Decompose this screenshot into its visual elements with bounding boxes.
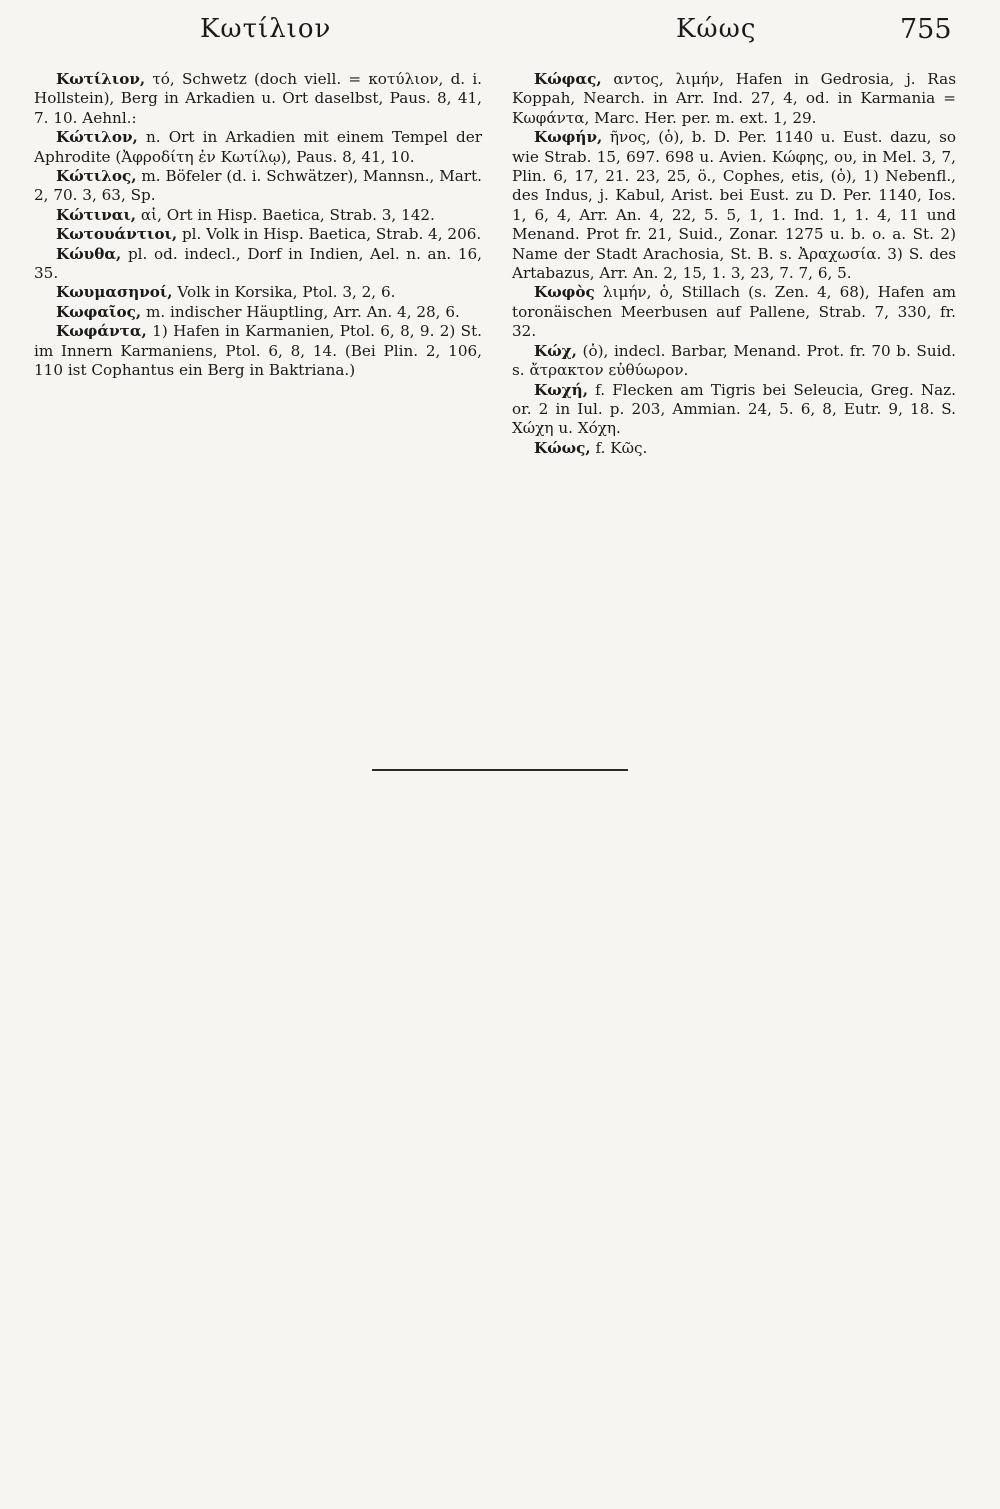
page-number: 755 xyxy=(900,14,952,45)
dictionary-entry xyxy=(512,381,956,439)
dictionary-entry xyxy=(34,283,482,302)
dictionary-entry xyxy=(512,342,956,381)
entry-lemma: Κώτιναι, xyxy=(56,205,137,224)
entry-lemma: Κώτιλος, xyxy=(56,167,137,186)
dictionary-entry xyxy=(34,167,482,206)
dictionary-entry xyxy=(34,245,482,284)
dictionary-entry xyxy=(34,322,482,380)
entry-text: pl. Volk in Hisp. Baetica, Strab. 4, 206. xyxy=(181,225,482,244)
dictionary-entry xyxy=(34,303,482,322)
entry-text: m. indischer Häuptling, Arr. An. 4, 28, 6. xyxy=(145,302,460,321)
dictionary-entry xyxy=(34,70,482,128)
entry-text: (ὁ), indecl. Barbar, Menand. Prot. fr. 70 b. Suid. s. ἄτρακτον εὐθύωρον. xyxy=(512,341,957,380)
entry-lemma: Κωφὸς xyxy=(534,283,595,302)
entry-lemma: Κώχ, xyxy=(534,341,577,360)
entry-lemma: Κώυθα, xyxy=(56,244,122,263)
entry-text: αἱ, Ort in Hisp. Baetica, Strab. 3, 142. xyxy=(140,205,435,224)
dictionary-entry xyxy=(34,206,482,225)
entry-text: ῆνος, (ὁ), b. D. Per. 1140 u. Eust. dazu, so wie Strab. 15, 697. 698 u. Avien. Κώφης, ου, in Mel. 3, 7, Plin. 6, 17, 21. 23, 25, ö., Cophes, etis, (ὁ), 1) Nebenfl., des Indus, j. Kabul, Arist. bei Eust. zu D. Per. 1140, Ios. 1, 6, 4, Arr. An. 4, 22, 5. 5, 1, 1. Ind. 1, 1. 4, 11 und Menand. Prot fr. 21, Suid., Zonar. 1275 u. b. o. a. St. 2) Name der Stadt Arachosia, St. B. s. Ἀραχωσία. 3) S. des Artabazus, Arr. An. 2, 15, 1. 3, 23, 7. 7, 6, 5. xyxy=(512,128,957,283)
dictionary-entry xyxy=(512,70,956,128)
entry-lemma: Κωυμασηνοί, xyxy=(56,283,173,302)
section-end-rule xyxy=(372,769,628,771)
entry-text: λιμήν, ὁ, Stillach (s. Zen. 4, 68), Hafen am toronäischen Meerbusen auf Pallene, Strab. 7, 330, fr. 32. xyxy=(512,283,956,341)
entry-text: m. Böfeler (d. i. Schwätzer), Mannsn., Mart. 2, 70. 3, 63, Sp. xyxy=(34,167,483,205)
dictionary-entry xyxy=(34,225,482,244)
entry-lemma: Κωτουάντιοι, xyxy=(56,225,178,244)
entry-text: αντος, λιμήν, Hafen in Gedrosia, j. Ras Koppah, Nearch. in Arr. Ind. 27, 4, od. in Karmania = Κωφάντα, Marc. Her. per. m. ext. 1, 29. xyxy=(512,70,956,127)
dictionary-entry xyxy=(512,128,956,283)
entry-lemma: Κωχή, xyxy=(534,380,588,399)
entry-lemma: Κώως, xyxy=(534,438,591,457)
left-running-headword: Κωτίλιον xyxy=(200,14,332,44)
entry-lemma: Κωφήν, xyxy=(534,128,603,147)
dictionary-entry xyxy=(512,439,956,458)
dictionary-entry xyxy=(34,128,482,167)
dictionary-entry xyxy=(512,283,956,341)
entry-lemma: Κωφάντα, xyxy=(56,322,147,341)
left-column xyxy=(34,70,482,381)
entry-text: Volk in Korsika, Ptol. 3, 2, 6. xyxy=(177,283,396,302)
entry-lemma: Κωτίλιον, xyxy=(56,70,146,88)
right-column xyxy=(512,70,956,458)
entry-lemma: Κώτιλον, xyxy=(56,128,138,147)
entry-lemma: Κώφας, xyxy=(534,70,602,88)
entry-text: n. Ort in Arkadien mit einem Tempel der Aphrodite (Ἀφροδίτη ἐν Κωτίλῳ), Paus. 8, 41, 10. xyxy=(34,128,482,166)
entry-text: pl. od. indecl., Dorf in Indien, Ael. n. an. 16, 35. xyxy=(34,244,483,283)
entry-text: 1) Hafen in Karmanien, Ptol. 6, 8, 9. 2) St. im Innern Karmaniens, Ptol. 6, 8, 14. (Bei Plin. 2, 106, 110 ist Cophantus ein Berg in Baktriana.) xyxy=(34,322,483,380)
page-header xyxy=(0,14,1000,54)
entry-text: f. Κῶς. xyxy=(595,438,648,457)
entry-text: τό, Schwetz (doch viell. = κοτύλιον, d. i. Hollstein), Berg in Arkadien u. Ort daselbst, Paus. 8, 41, 7. 10. Aehnl.: xyxy=(34,70,483,127)
entry-text: f. Flecken am Tigris bei Seleucia, Greg. Naz. or. 2 in Iul. p. 203, Ammian. 24, 5. 6, 8, Eutr. 9, 18. S. Χώχη u. Χόχη. xyxy=(512,380,956,438)
entry-lemma: Κωφαῖος, xyxy=(56,302,142,321)
right-running-headword: Κώως xyxy=(676,14,757,44)
